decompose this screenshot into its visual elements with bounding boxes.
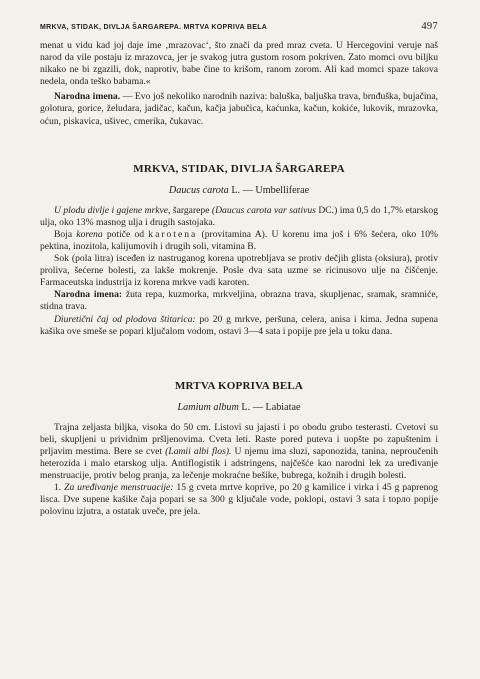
text: po 20 g mrkve, peršuna, celera, anisa i kima. Jedna supena kašika ove smeše se popari ključalom vodom, ostavi 3—4 sata i popije pre jela u toku dana.	[40, 313, 438, 337]
text: (provitamina A). U korenu ima još i 6% šećera, oko 10% pektina, inozitola, kalijumovih i drugih soli, vitamina B.	[40, 228, 438, 252]
kopriva-recipe-1	[40, 482, 438, 518]
intro-paragraph: menat u vidu kad joj daje ime ‚mrazovac‘, što znači da pred mraz cveta. U Hercegovini veruje naš narod da vile postaju iz mrazovca, jer je svakog jutra gustom rosom pokriven. Zato momci ovu biljku nikako ne bi zgazili, dok, naprotiv, babe čine to krišom, ranom zorom. Ali kad momci spaze takova nedela, onda teško babama.«	[40, 40, 438, 88]
running-title: MRKVA, STIDAK, DIVLJA ŠARGAREPA. MRTVA KOPRIVA BELA	[40, 24, 268, 31]
page-number: 497	[421, 21, 438, 32]
text: šargarepe	[170, 204, 212, 216]
mrkva-paragraph-3: Sok (pola litra) isceđen iz nastruganog korena upotrebljava se protiv dečjih glista (oksiura), protiv proliva, šećerne bolesti, za lakše mokrenje. Posle dva sata uzme se ricinusovo ulje na čišćenje. Farmaceutska industrija iz korena mrkve vadi karoten.	[40, 253, 438, 289]
text: Boja	[54, 228, 77, 240]
text: 15 g cveta mrtve koprive, po 20 g kamilice i virka i 45 g paprenog lisca. Dve supene kašike čaja popari se sa 300 g ključale vode, poklopi, ostavi 3 sata i topло popije polovinu izjutra, a ostatak uveče, pre jela.	[40, 482, 438, 518]
italic-text: Diuretični čaj od plodova štitarica:	[54, 313, 196, 325]
text: žuta repa, kuzmorka, mrkveljina, obrazna trava, skupljenac, sramak, sramniće, stidna trava.	[40, 289, 438, 313]
mrkva-paragraph-2	[40, 229, 438, 253]
section-subtitle-mrkva	[40, 185, 438, 196]
latin-name: Daucus carota	[168, 184, 229, 196]
mrkva-folk-names	[40, 289, 438, 313]
text: Trajna zeljasta biljka, visoka do 50 cm. Listovi su jajasti i po obodu grubo testerasti. Cvetovi su beli, skupljeni u prividnim pršljenovima. Cveta leti. Raste pored puteva i uopšte po zapuštenim i prljavim mestima. Bere se cvet	[40, 421, 438, 457]
italic-text: Za uređivanje menstruacije:	[64, 482, 174, 494]
kopriva-paragraph-1	[40, 422, 438, 482]
mrkva-tea-recipe	[40, 314, 438, 338]
mrkva-paragraph-1	[40, 205, 438, 229]
plant-family: L. — Umbelliferae	[228, 184, 310, 196]
text: DC.) ima 0,5 do 1,7% etarskog ulja, oko 13% masnog ulja i drugih sastojaka.	[40, 204, 438, 228]
italic-text: (Daucus carota var sativus	[211, 204, 316, 216]
section-subtitle-kopriva	[40, 402, 438, 413]
running-header	[40, 0, 438, 32]
italic-text: U plodu divlje i gajene mrkve,	[54, 204, 171, 216]
section-title-mrkva: MRKVA, STIDAK, DIVLJA ŠARGAREPA	[133, 162, 345, 175]
latin-name: Lamium album	[177, 401, 239, 413]
italic-text: korena	[76, 228, 103, 240]
folk-names-label: Narodna imena.	[54, 91, 121, 103]
section-title-kopriva: MRTVA KOPRIVA BELA	[174, 379, 304, 392]
folk-names-text: — Evo još nekoliko narodnih naziva: baluška, baljuška trava, brnđuška, bujačina, golotura, gorice, želudara, jadičac, kačun, kačja jabučica, kaćunka, kačun, kokiće, lukovik, mrazovka, oćun, piskavica, ušivec, cmerika, čukavac.	[40, 91, 439, 127]
list-number: 1.	[54, 482, 65, 494]
text: U njemu ima sluzi, saponozida, tanina, neproučenih heterozida i malo etarskog ulja. Antiflogistik i adstringens, najčešće kao narodni lek za uređivanje menstruacije, protiv belog pranja, za lečenje mokraćne bešike, bubrega, kožnih i drugih bolesti.	[40, 445, 438, 482]
plant-family: L. — Labiatae	[238, 401, 301, 413]
text: potiče od	[102, 228, 149, 240]
italic-text: (Lamii albi flos).	[165, 445, 232, 457]
intro-folk-names	[40, 91, 438, 127]
folk-names-label: Narodna imena:	[54, 289, 123, 301]
spaced-text: karotena	[148, 228, 198, 240]
